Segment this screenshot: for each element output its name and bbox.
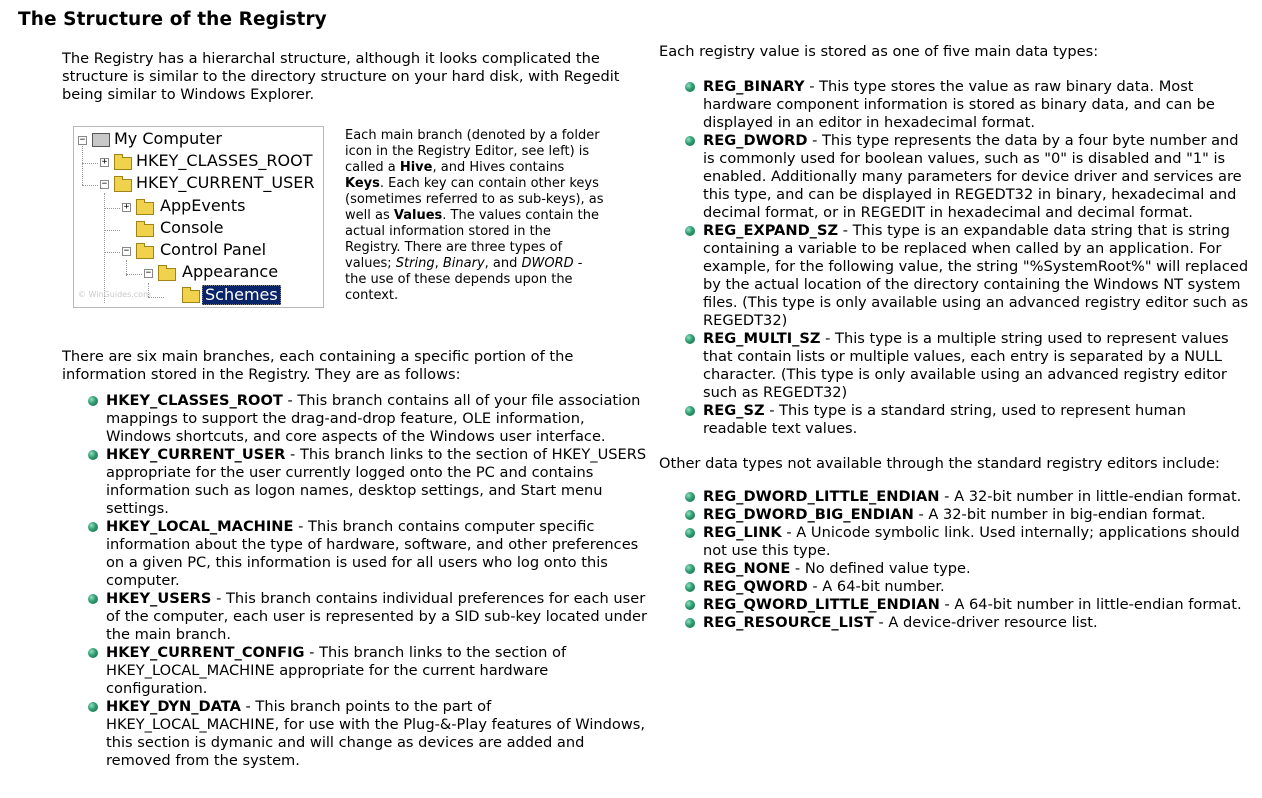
type-desc: - A device-driver resource list. [873, 614, 1098, 631]
type-term: REG_MULTI_SZ [703, 330, 821, 347]
list-item [659, 402, 1249, 438]
term-values: Values [393, 208, 443, 223]
type-desc: - This type represents the data by a four byte number and is commonly used for boolean values, such as "0" is disabled and "1" is enabled. Additionally many parameters for device driver and services are this type, and can be displayed in REGEDT32 in binary, hexadecimal and decimal format, or in REGEDIT in hexadecimal and decimal format. [703, 132, 1242, 221]
type-term: REG_NONE [703, 560, 791, 577]
caption-text: , [434, 256, 443, 271]
term-dword: DWORD [521, 256, 574, 271]
type-term: REG_DWORD [703, 132, 808, 149]
caption-text: , and [484, 256, 522, 271]
list-item [62, 392, 647, 446]
list-item [659, 506, 1249, 524]
type-term: REG_DWORD_LITTLE_ENDIAN [703, 488, 940, 505]
branch-term: HKEY_LOCAL_MACHINE [106, 518, 294, 535]
list-item [62, 518, 647, 590]
list-item [659, 524, 1249, 560]
branch-desc: - This branch links to the section of HKEY_LOCAL_MACHINE appropriate for the current hardware configuration. [106, 644, 567, 697]
bullet-icon [685, 136, 695, 146]
bullet-icon [88, 594, 98, 604]
bullet-icon [685, 618, 695, 628]
branch-desc: - This branch contains all of your file association mappings to support the drag-and-drop feature, OLE information, Windows shortcuts, and core aspects of the Windows user interface. [106, 392, 641, 445]
type-term: REG_QWORD_LITTLE_ENDIAN [703, 596, 940, 613]
branch-term: HKEY_CURRENT_USER [106, 446, 286, 463]
bullet-icon [685, 600, 695, 610]
computer-icon [92, 133, 110, 147]
list-item [62, 446, 647, 518]
term-binary: Binary [442, 256, 485, 271]
branch-desc: - This branch points to the part of HKEY_LOCAL_MACHINE, for use with the Plug-&-Play features of Windows, this section is dymanic and will change as devices are added and removed from the system. [106, 698, 646, 769]
list-item [659, 560, 1249, 578]
type-desc: - This type is a standard string, used to represent human readable text values. [703, 402, 1186, 437]
other-types-intro: Other data types not available through the standard registry editors include: [659, 455, 1220, 472]
branch-desc: - This branch contains computer specific information about the type of hardware, software, and other preferences on a given PC, this information is used for all users who log onto this computer. [106, 518, 639, 589]
intro-paragraph: The Registry has a hierarchal structure, although it looks complicated the structure is similar to the directory structure on your hard disk, with Regedit being similar to Windows Explorer. [62, 50, 620, 103]
type-term: REG_SZ [703, 402, 765, 419]
open-folder-icon [182, 290, 200, 303]
type-desc: - This type is a multiple string used to represent values that contain lists or multiple values, each entry is separated by a NULL character. (This type is only available using an advanced registry editor such as REGEDT32) [703, 330, 1229, 401]
list-item [659, 222, 1249, 330]
bullet-icon [88, 450, 98, 460]
type-term: REG_EXPAND_SZ [703, 222, 839, 239]
tree-node-appearance[interactable]: Appearance [182, 262, 279, 281]
list-item [659, 596, 1249, 614]
registry-figure [62, 126, 647, 316]
type-term: REG_RESOURCE_LIST [703, 614, 874, 631]
folder-icon [136, 246, 154, 259]
bullet-icon [685, 226, 695, 236]
registry-tree-screenshot [73, 126, 324, 308]
bullet-icon [88, 648, 98, 658]
type-desc: - A 64-bit number. [807, 578, 945, 595]
caption-text: . The values contain the actual information stored in the Registry. There are three types of values; [345, 208, 599, 271]
expand-toggle[interactable]: + [123, 202, 130, 212]
type-term: REG_DWORD_BIG_ENDIAN [703, 506, 914, 523]
list-item [659, 578, 1249, 596]
folder-icon [158, 268, 176, 281]
caption-text: . Each key can contain other keys (sometimes referred to as sub-keys), as well as [345, 176, 604, 223]
bullet-icon [685, 334, 695, 344]
list-item [659, 132, 1249, 222]
bullet-icon [88, 702, 98, 712]
list-item [659, 614, 1249, 632]
tree-node-hkey-current-user[interactable]: HKEY_CURRENT_USER [136, 173, 315, 192]
folder-icon [114, 157, 132, 170]
right-column [659, 43, 1249, 632]
collapse-toggle[interactable]: − [101, 179, 108, 189]
term-hive: Hive [399, 160, 433, 175]
bullet-icon [88, 396, 98, 406]
watermark: © WinGuides.com [78, 290, 151, 299]
tree-node-schemes[interactable]: Schemes [202, 285, 281, 305]
folder-icon [136, 224, 154, 237]
data-types-list [659, 78, 1249, 438]
branch-term: HKEY_USERS [106, 590, 212, 607]
type-desc: - A 64-bit number in little-endian format. [939, 596, 1242, 613]
bullet-icon [685, 406, 695, 416]
page-title: The Structure of the Registry [18, 9, 327, 30]
caption-text: , and Hives contains [432, 160, 565, 175]
type-term: REG_QWORD [703, 578, 808, 595]
types-intro: Each registry value is stored as one of five main data types: [659, 43, 1099, 60]
type-desc: - A Unicode symbolic link. Used internally; applications should not use this type. [703, 524, 1240, 559]
caption-text: Each main branch (denoted by a folder icon in the Registry Editor, see left) is called a [345, 128, 600, 175]
list-item [62, 590, 647, 644]
bullet-icon [685, 582, 695, 592]
figure-caption [345, 128, 607, 304]
list-item [659, 330, 1249, 402]
folder-icon [136, 202, 154, 215]
list-item [62, 698, 647, 770]
collapse-toggle[interactable]: − [79, 135, 86, 145]
branch-desc: - This branch contains individual preferences for each user of the computer, each user is represented by a SID sub-key located under the main branch. [106, 590, 647, 643]
type-desc: - A 32-bit number in big-endian format. [913, 506, 1206, 523]
term-keys: Keys [345, 176, 380, 191]
bullet-icon [685, 528, 695, 538]
bullet-icon [685, 82, 695, 92]
tree-node-appevents[interactable]: AppEvents [160, 196, 246, 215]
collapse-toggle[interactable]: − [145, 268, 152, 278]
type-desc: - A 32-bit number in little-endian format. [939, 488, 1242, 505]
list-item [62, 644, 647, 698]
type-term: REG_BINARY [703, 78, 805, 95]
bullet-icon [685, 492, 695, 502]
branches-intro: There are six main branches, each containing a specific portion of the information stored in the Registry. They are as follows: [62, 348, 574, 383]
type-term: REG_LINK [703, 524, 782, 541]
bullet-icon [88, 522, 98, 532]
folder-icon [114, 179, 132, 192]
list-item [659, 488, 1249, 506]
list-item [659, 78, 1249, 132]
caption-text: - the use of these depends upon the context. [345, 256, 583, 303]
collapse-toggle[interactable]: − [123, 246, 130, 256]
other-types-list [659, 488, 1249, 632]
branch-term: HKEY_CLASSES_ROOT [106, 392, 283, 409]
tree-node-console[interactable]: Console [160, 218, 224, 237]
bullet-icon [685, 510, 695, 520]
left-column [62, 50, 647, 770]
type-desc: - This type is an expandable data string that is string containing a variable to be replaced when called by an application. For example, for the following value, the string "%SystemRoot%" will replaced by the actual location of the directory containing the Windows NT system files. (This type is only available using an advanced registry editor such as REGEDT32) [703, 222, 1249, 329]
tree-node-control-panel[interactable]: Control Panel [160, 240, 267, 259]
expand-toggle[interactable]: + [101, 157, 108, 167]
tree-node-hkey-classes-root[interactable]: HKEY_CLASSES_ROOT [136, 151, 313, 170]
branches-list [62, 392, 647, 770]
branch-term: HKEY_CURRENT_CONFIG [106, 644, 305, 661]
branch-desc: - This branch links to the section of HKEY_USERS appropriate for the user currently logged onto the PC and contains information such as logon names, desktop settings, and Start menu settings. [106, 446, 647, 517]
type-desc: - This type stores the value as raw binary data. Most hardware component information is stored as binary data, and can be displayed in an editor in hexadecimal format. [703, 78, 1215, 131]
branch-term: HKEY_DYN_DATA [106, 698, 241, 715]
tree-node-my-computer[interactable]: My Computer [114, 129, 222, 148]
term-string: String [395, 256, 435, 271]
type-desc: - No defined value type. [790, 560, 971, 577]
bullet-icon [685, 564, 695, 574]
